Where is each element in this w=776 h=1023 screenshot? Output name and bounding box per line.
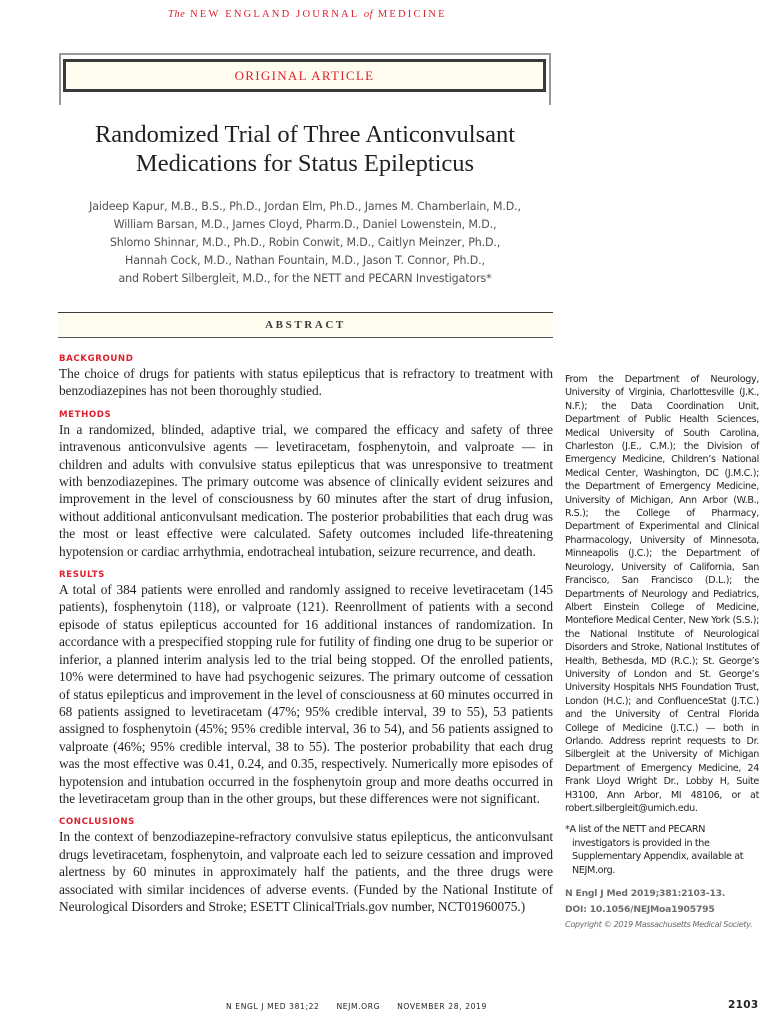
section-heading: RESULTS (59, 570, 105, 581)
section-text: In a randomized, blinded, adaptive trial, we compared the efficacy and safety of three intravenous anticonvulsive agents — levetiracetam, fosphenytoin, and valproate — in children and adults with convulsive status epilepticus that was unresponsive to treatment with benzodiazepines. The primary outcome was absence of clinically evident seizures and improvement in the level of consciousness by 60 minutes after the start of drug infusion, without additional anticonvulsant medication. The posterior probabilities that each drug was the most or least effective were calculated. Safety outcomes included life-threatening hypotension or cardiac arrhythmia, endotracheal intubation, seizure recurrence, and death. (59, 421, 553, 559)
abstract-section-methods (59, 409, 553, 560)
affiliations-sidebar (565, 373, 759, 931)
author-list (45, 198, 565, 288)
doi: DOI: 10.1056/NEJMoa1905795 (565, 904, 715, 916)
page-number: 2103 (728, 999, 759, 1011)
investigators-footnote: *A list of the NETT and PECARN investigators is provided in the Supplementary Appendix, available at NEJM.org. (565, 824, 744, 876)
article-title-line-2: Medications for Status Epilepticus (135, 150, 475, 177)
journal-header-name-1: NEW ENGLAND JOURNAL (190, 9, 360, 20)
article-type-box (63, 59, 546, 92)
author-line: Hannah Cock, M.D., Nathan Fountain, M.D., Jason T. Connor, Ph.D., (125, 254, 485, 268)
citation: N Engl J Med 2019;381:2103-13. (565, 888, 726, 900)
footer-website: NEJM.ORG (336, 1002, 381, 1011)
journal-header (168, 9, 468, 20)
section-text: In the context of benzodiazepine-refractory convulsive status epilepticus, the anticonvulsant drugs levetiracetam, fosphenytoin, and valproate each led to seizure cessation and improved alertness by 60 minutes in approximately half the patients, and the three drugs were associated with similar incidences of adverse events. (Funded by the National Institute of Neurological Disorders and Stroke; ESETT ClinicalTrials.gov number, NCT01960075.) (59, 829, 553, 914)
section-heading: METHODS (59, 409, 112, 420)
author-line: William Barsan, M.D., James Cloyd, Pharm.D., Daniel Lowenstein, M.D., (113, 218, 497, 232)
journal-header-name-2: MEDICINE (377, 9, 447, 20)
article-title (40, 120, 570, 178)
abstract-section-conclusions (59, 816, 553, 915)
article-type-label: ORIGINAL ARTICLE (234, 67, 375, 83)
author-line: Jaideep Kapur, M.B., B.S., Ph.D., Jordan Elm, Ph.D., James M. Chamberlain, M.D., (89, 200, 521, 213)
section-heading: BACKGROUND (59, 354, 134, 364)
article-title-line-1: Randomized Trial of Three Anticonvulsant (94, 121, 516, 148)
section-text: The choice of drugs for patients with status epilepticus that is refractory to treatment with benzodiazepines has not been thoroughly studied. (59, 366, 553, 399)
section-text: A total of 384 patients were enrolled and randomly assigned to receive levetiracetam (145 patients), fosphenytoin (118), or valproate (121). Reenrollment of patients with a second episode of status epilepticus accounted for 16 additional instances of randomization. In accordance with a prespecified stopping rule for futility of finding one drug to be superior or inferior, a planned interim analysis led to the trial being stopped. Of the enrolled patients, 10% were determined to have had psychogenic seizures. The primary outcome of cessation of status epilepticus and improvement in the level of consciousness at 60 minutes occurred in 68 patients assigned to levetiracetam (47%; 95% credible interval, 39 to 55), 53 patients assigned to fosphenytoin (45%; 95% credible interval, 36 to 54), and 56 patients assigned to valproate (46%; 95% credible interval, 38 to 55). The posterior probability that each drug was the most effective was 0.41, 0.24, and 0.35, respectively. Numerically more episodes of hypotension and intubation occurred in the fosphenytoin group and more deaths occurred in the levetiracetam group than in the other groups, but these differences were not significant. (59, 582, 553, 806)
footer-date: NOVEMBER 28, 2019 (397, 1002, 487, 1011)
footer-journal-volume: N ENGL J MED 381;22 (226, 1002, 320, 1011)
journal-header-of: of (363, 9, 374, 20)
abstract-body (59, 353, 553, 924)
abstract-band (58, 312, 553, 338)
journal-header-prefix: The (168, 9, 186, 20)
page-footer (226, 1002, 501, 1011)
author-line: Shlomo Shinnar, M.D., Ph.D., Robin Conwit, M.D., Caitlyn Meinzer, Ph.D., (109, 236, 501, 250)
section-heading: CONCLUSIONS (59, 817, 135, 828)
abstract-label: ABSTRACT (265, 319, 346, 331)
author-line: and Robert Silbergleit, M.D., for the NETT and PECARN Investigators* (118, 272, 492, 286)
author-affiliations: From the Department of Neurology, University of Virginia, Charlottesville (J.K., N.F.); the Data Coordination Unit, Department of Public Health Sciences, Medical University of South Carolina, Charleston (J.E., C.M.); the Division of Emergency Medicine, Children’s National Medical Center, Washington, DC (J.M.C.); the Department of Emergency Medicine, University of Michigan, Ann Arbor (W.B., R.S.); the College of Pharmacy, Department of Experimental and Clinical Pharmacology, University of Minnesota, Minneapolis (J.C.); the Department of Neurology, University of California, San Francisco, San Francisco (D.L.); the Departments of Neurology and Pediatrics, Albert Einstein College of Medicine, Montefiore Medical Center, New York (S.S.); the National Institute of Neurological Disorders and Stroke, National Institutes of Health, Bethesda, MD (R.C.); St. George’s University of London and St. George’s University Hospitals NHS Foundation Trust, London (H.C.); and ConfluenceStat (J.T.C.) and the University of Central Florida College of Medicine (J.T.C.) — both in Orlando. Address reprint requests to Dr. Silbergleit at the University of Michigan Department of Emergency Medicine, 24 Frank Lloyd Wright Dr., Lobby H, Suite H3100, Ann Arbor, MI 48106, or at robert.silbergleit@umich.edu. (565, 374, 759, 814)
copyright: Copyright © 2019 Massachusetts Medical Society. (565, 919, 753, 930)
abstract-section-background (59, 353, 553, 400)
abstract-section-results (59, 569, 553, 807)
